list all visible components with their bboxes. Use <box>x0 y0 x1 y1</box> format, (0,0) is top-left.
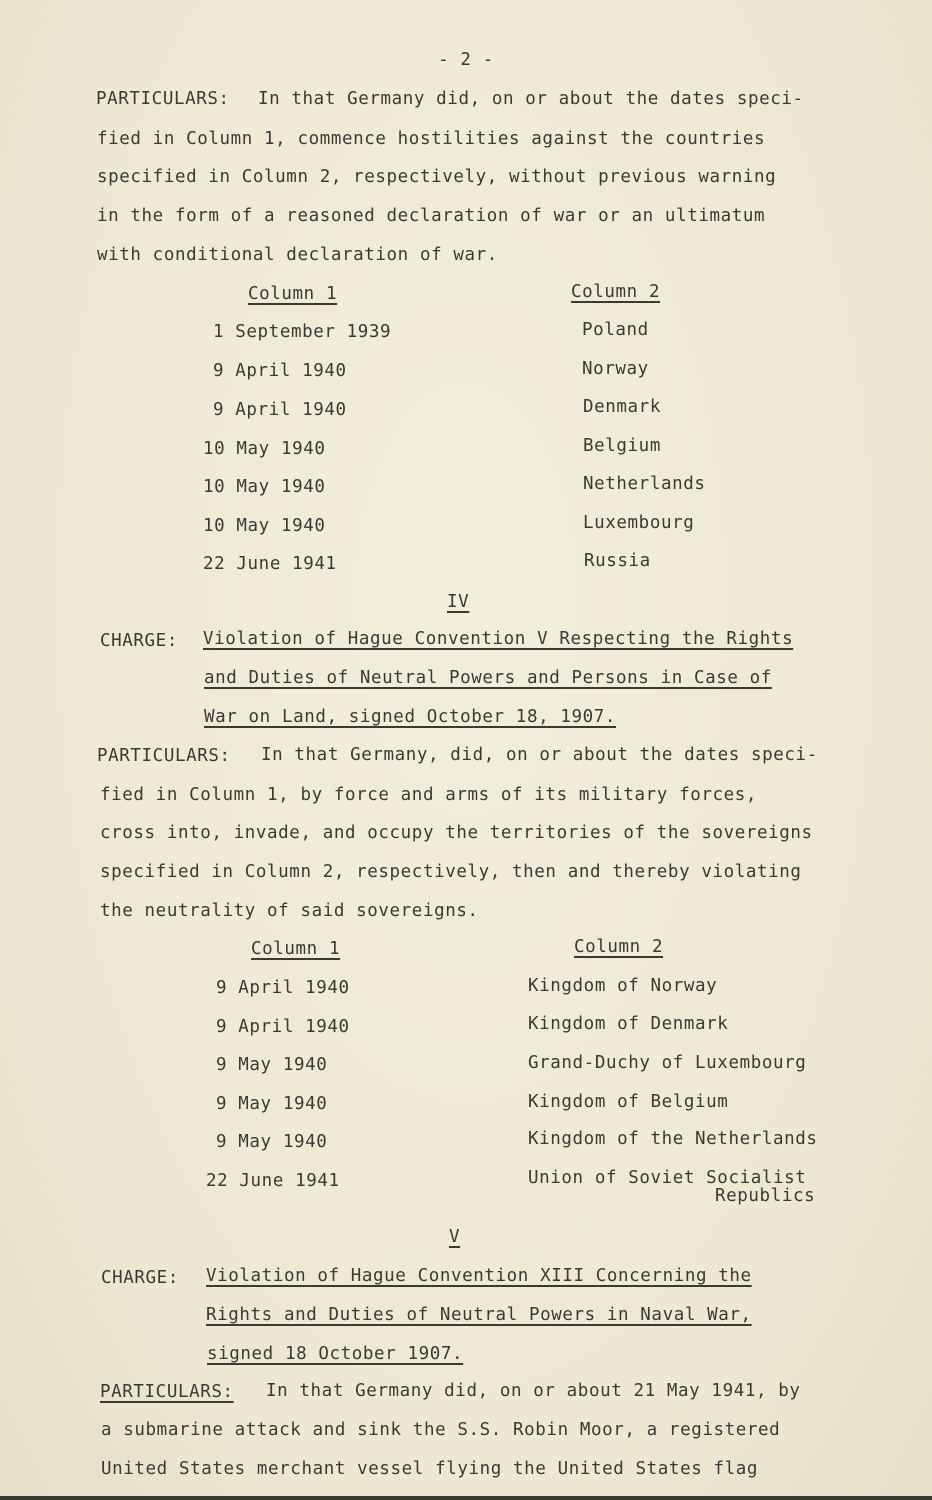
table-cell-date: 1 September 1939 <box>213 322 392 342</box>
table-cell-country: Belgium <box>583 436 661 456</box>
particulars-line: a submarine attack and sink the S.S. Robin Moor, a registered <box>101 1420 781 1440</box>
particulars-line: In that Germany did, on or about 21 May 1941, by <box>266 1381 801 1401</box>
table-cell-date: 22 June 1941 <box>203 554 337 574</box>
charge-line: Violation of Hague Convention V Respecting the Rights <box>203 629 794 649</box>
charge-line: signed 18 October 1907. <box>207 1344 464 1364</box>
charge-label: CHARGE: <box>100 631 178 651</box>
table-cell-country: Union of Soviet Socialist <box>528 1168 807 1188</box>
table-cell-country: Kingdom of the Netherlands <box>528 1129 818 1149</box>
particulars-label: PARTICULARS: <box>96 89 230 109</box>
table-cell-date: 9 May 1940 <box>216 1055 328 1075</box>
table-cell-country: Netherlands <box>583 474 706 494</box>
table-cell-date: 22 June 1941 <box>206 1171 340 1191</box>
table-cell-country: Denmark <box>583 397 661 417</box>
table-cell-country: Russia <box>584 551 651 571</box>
section-numeral: V <box>449 1227 461 1247</box>
table-cell-country: Kingdom of Denmark <box>528 1014 729 1034</box>
scan-bottom-edge <box>0 1496 932 1500</box>
table-cell-date: 9 April 1940 <box>216 1017 350 1037</box>
particulars-line: with conditional declaration of war. <box>97 245 498 265</box>
table-cell-date: 9 April 1940 <box>213 400 347 420</box>
particulars-line: United States merchant vessel flying the United States flag <box>101 1459 759 1479</box>
charge-line: Rights and Duties of Neutral Powers in Naval War, <box>206 1305 752 1325</box>
table-cell-date: 10 May 1940 <box>203 439 326 459</box>
particulars-line: fied in Column 1, by force and arms of its military forces, <box>100 785 758 805</box>
table-cell-date: 9 May 1940 <box>216 1094 328 1114</box>
column-1-header: Column 1 <box>248 284 338 304</box>
table-cell-country: Luxembourg <box>583 513 695 533</box>
table-cell-date: 9 May 1940 <box>216 1132 328 1152</box>
particulars-line: specified in Column 2, respectively, then and thereby violating <box>100 862 802 882</box>
table-cell-date: 9 April 1940 <box>216 978 350 998</box>
particulars-line: In that Germany did, on or about the dates speci- <box>258 89 804 109</box>
particulars-line: specified in Column 2, respectively, without previous warning <box>97 167 777 187</box>
particulars-line: in the form of a reasoned declaration of war or an ultimatum <box>97 206 766 226</box>
page-number: - 2 - <box>438 50 494 70</box>
column-1-header: Column 1 <box>251 939 341 959</box>
charge-line: Violation of Hague Convention XIII Concerning the <box>206 1266 752 1286</box>
table-cell-country: Norway <box>582 359 649 379</box>
column-2-header: Column 2 <box>571 282 661 302</box>
table-cell-country: Poland <box>582 320 649 340</box>
table-cell-date: 9 April 1940 <box>213 361 347 381</box>
particulars-label: PARTICULARS: <box>100 1382 234 1402</box>
particulars-line: cross into, invade, and occupy the territories of the sovereigns <box>100 823 813 843</box>
particulars-label: PARTICULARS: <box>97 746 231 766</box>
table-cell-country: Grand-Duchy of Luxembourg <box>528 1053 807 1073</box>
charge-line: War on Land, signed October 18, 1907. <box>204 707 617 727</box>
particulars-line: fied in Column 1, commence hostilities against the countries <box>97 129 766 149</box>
particulars-line: the neutrality of said sovereigns. <box>100 901 479 921</box>
table-cell-country: Kingdom of Belgium <box>528 1092 729 1112</box>
table-cell-country: Kingdom of Norway <box>528 976 718 996</box>
table-cell-date: 10 May 1940 <box>203 477 326 497</box>
table-cell-country-continued: Republics <box>715 1186 816 1206</box>
section-numeral: IV <box>447 592 470 612</box>
table-cell-date: 10 May 1940 <box>203 516 326 536</box>
charge-label: CHARGE: <box>101 1268 179 1288</box>
particulars-line: In that Germany, did, on or about the dates speci- <box>261 745 818 765</box>
charge-line: and Duties of Neutral Powers and Persons in Case of <box>204 668 772 688</box>
column-2-header: Column 2 <box>574 937 664 957</box>
